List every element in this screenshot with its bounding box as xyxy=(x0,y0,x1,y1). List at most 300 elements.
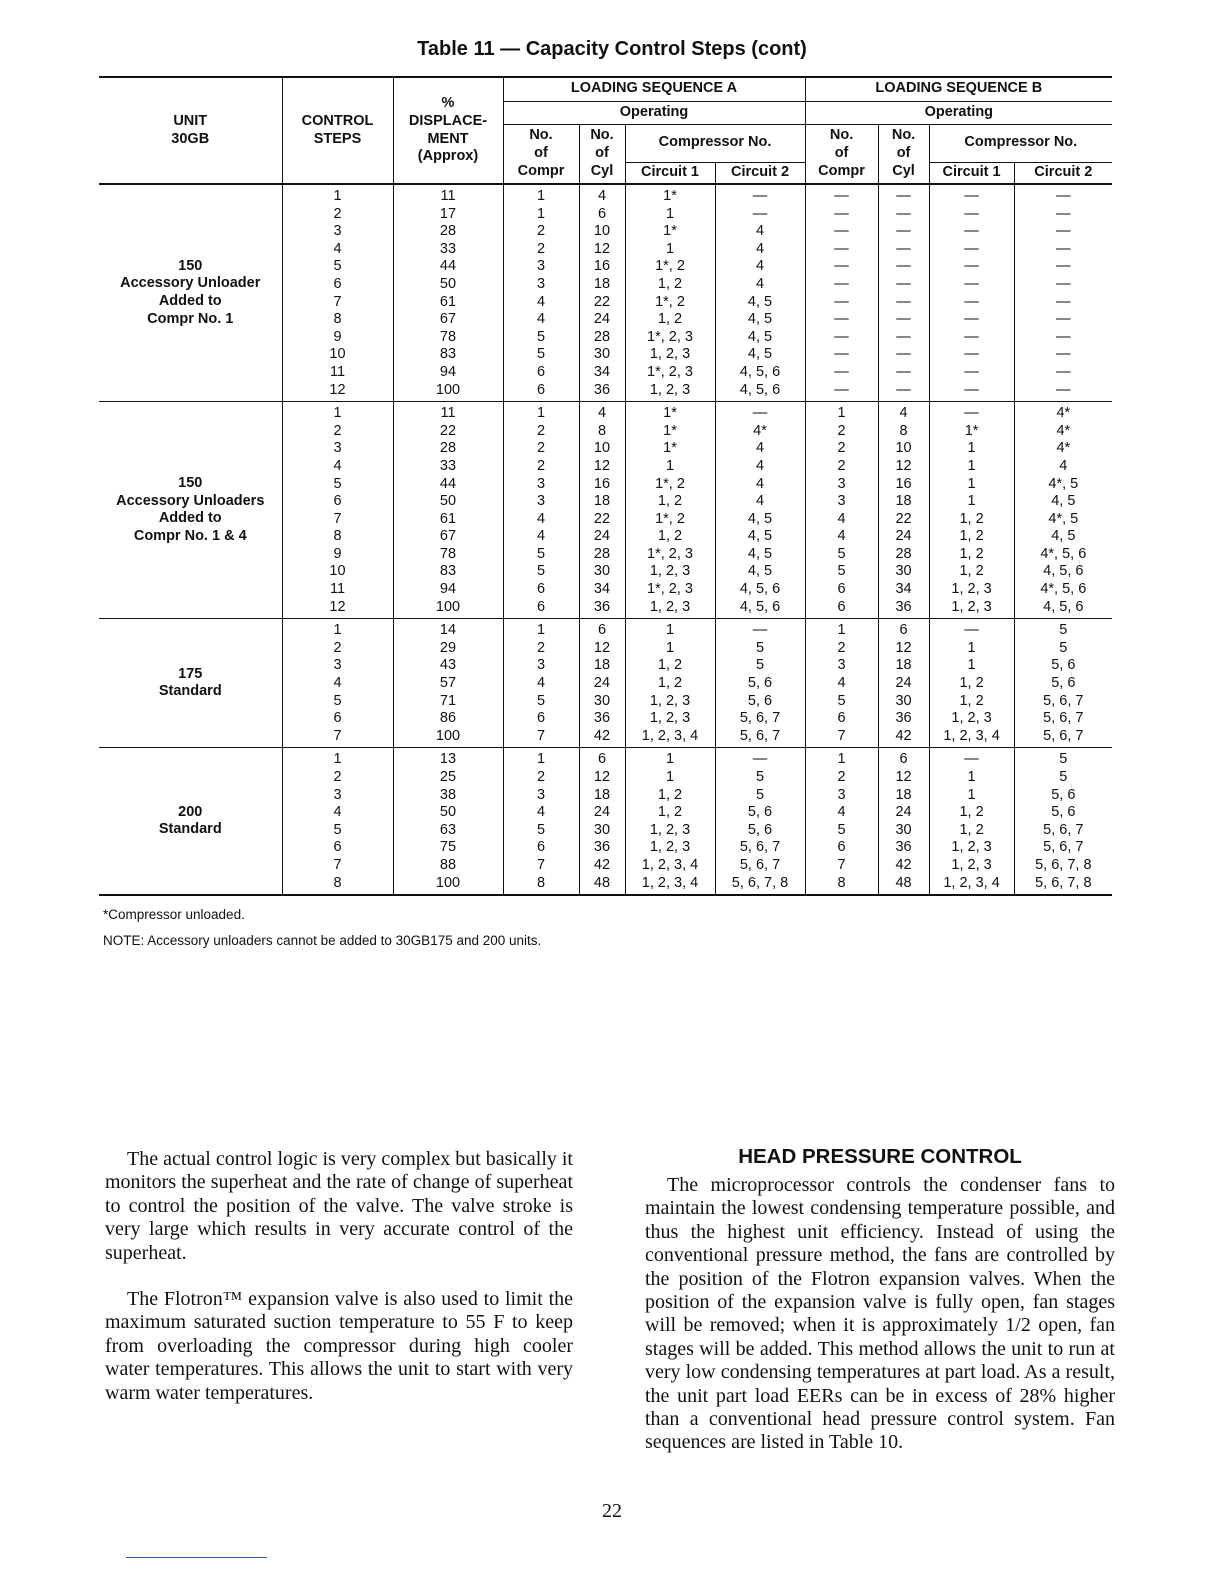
a-circuit-1: 1 xyxy=(625,241,715,259)
a-circuit-2: 4 xyxy=(715,440,805,458)
a-circuit-1: 1*, 2, 3 xyxy=(625,546,715,564)
b-no-cyl: 10 xyxy=(878,440,929,458)
a-no-compr: 5 xyxy=(503,563,579,581)
displacement: 63 xyxy=(393,822,503,840)
a-circuit-1: 1, 2 xyxy=(625,675,715,693)
a-circuit-1: 1, 2 xyxy=(625,787,715,805)
a-no-compr: 2 xyxy=(503,640,579,658)
a-no-compr: 4 xyxy=(503,511,579,529)
a-circuit-1: 1, 2 xyxy=(625,657,715,675)
control-step: 2 xyxy=(282,423,393,441)
b-circuit-2: — xyxy=(1014,329,1112,347)
b-no-cyl: 8 xyxy=(878,423,929,441)
b-no-cyl: — xyxy=(878,206,929,224)
a-no-cyl: 42 xyxy=(579,728,625,748)
a-circuit-2: — xyxy=(715,619,805,640)
a-no-cyl: 6 xyxy=(579,748,625,769)
a-no-cyl: 22 xyxy=(579,294,625,312)
a-no-compr: 3 xyxy=(503,787,579,805)
a-circuit-1: 1, 2, 3 xyxy=(625,563,715,581)
unit-cell xyxy=(99,184,282,402)
b-no-cyl: 30 xyxy=(878,822,929,840)
a-circuit-1: 1 xyxy=(625,619,715,640)
displacement: 100 xyxy=(393,728,503,748)
b-circuit-1: 1, 2, 3 xyxy=(929,599,1014,619)
a-no-compr: 3 xyxy=(503,476,579,494)
b-no-compr: — xyxy=(805,329,878,347)
control-step: 1 xyxy=(282,619,393,640)
a-circuit-2: 4 xyxy=(715,476,805,494)
a-no-cyl: 4 xyxy=(579,184,625,206)
displacement: 50 xyxy=(393,276,503,294)
a-circuit-1: 1, 2, 3 xyxy=(625,693,715,711)
a-circuit-1: 1, 2 xyxy=(625,311,715,329)
a-circuit-1: 1 xyxy=(625,748,715,769)
unit-label-line: Accessory Unloaders xyxy=(116,492,265,509)
a-circuit-2: 5, 6, 7, 8 xyxy=(715,875,805,896)
control-step: 8 xyxy=(282,875,393,896)
b-no-cyl: — xyxy=(878,184,929,206)
unit-label-line: 175 xyxy=(178,665,203,682)
unit-label-line: 200 xyxy=(178,803,203,820)
table-row xyxy=(99,748,1112,769)
b-circuit-2: 5, 6, 7, 8 xyxy=(1014,875,1112,896)
b-circuit-2: 4* xyxy=(1014,440,1112,458)
control-step: 7 xyxy=(282,511,393,529)
b-circuit-2: — xyxy=(1014,294,1112,312)
b-no-compr: 6 xyxy=(805,839,878,857)
b-no-cyl: — xyxy=(878,311,929,329)
a-no-cyl: 48 xyxy=(579,875,625,896)
b-no-compr: — xyxy=(805,294,878,312)
displacement: 61 xyxy=(393,294,503,312)
b-circuit-1: — xyxy=(929,364,1014,382)
a-no-compr: 4 xyxy=(503,528,579,546)
unit-label-line: Standard xyxy=(158,683,222,700)
header-b-compressor-no: Compressor No. xyxy=(929,124,1112,162)
a-circuit-1: 1* xyxy=(625,184,715,206)
a-circuit-1: 1 xyxy=(625,206,715,224)
b-no-cyl: — xyxy=(878,329,929,347)
b-circuit-2: — xyxy=(1014,276,1112,294)
displacement: 67 xyxy=(393,311,503,329)
displacement: 78 xyxy=(393,329,503,347)
control-step: 3 xyxy=(282,657,393,675)
b-no-compr: 1 xyxy=(805,748,878,769)
a-no-compr: 1 xyxy=(503,748,579,769)
control-step: 9 xyxy=(282,329,393,347)
control-step: 7 xyxy=(282,857,393,875)
displacement: 13 xyxy=(393,748,503,769)
header-a-no-cyl: No. of Cyl xyxy=(579,124,625,184)
a-circuit-2: — xyxy=(715,184,805,206)
a-circuit-2: 5 xyxy=(715,640,805,658)
a-no-cyl: 16 xyxy=(579,258,625,276)
a-circuit-1: 1*, 2 xyxy=(625,258,715,276)
a-circuit-2: 4, 5 xyxy=(715,311,805,329)
header-operating-a: Operating xyxy=(503,101,805,124)
displacement: 94 xyxy=(393,364,503,382)
a-no-compr: 4 xyxy=(503,675,579,693)
control-step: 1 xyxy=(282,402,393,423)
b-circuit-2: 5, 6 xyxy=(1014,787,1112,805)
a-circuit-1: 1, 2, 3 xyxy=(625,710,715,728)
displacement: 29 xyxy=(393,640,503,658)
a-no-compr: 4 xyxy=(503,294,579,312)
b-no-compr: 3 xyxy=(805,657,878,675)
a-no-compr: 2 xyxy=(503,458,579,476)
footnote: *Compressor unloaded. xyxy=(103,907,245,922)
b-circuit-1: 1, 2, 3, 4 xyxy=(929,728,1014,748)
control-step: 6 xyxy=(282,276,393,294)
unit-label-line: 150 xyxy=(178,257,203,274)
control-step: 4 xyxy=(282,241,393,259)
a-no-compr: 7 xyxy=(503,728,579,748)
a-circuit-2: 4 xyxy=(715,241,805,259)
b-no-compr: 2 xyxy=(805,423,878,441)
b-no-compr: 7 xyxy=(805,728,878,748)
a-no-cyl: 24 xyxy=(579,311,625,329)
control-step: 12 xyxy=(282,382,393,402)
b-no-compr: — xyxy=(805,311,878,329)
a-no-cyl: 30 xyxy=(579,563,625,581)
b-circuit-1: 1, 2, 3 xyxy=(929,839,1014,857)
a-no-cyl: 12 xyxy=(579,769,625,787)
displacement: 75 xyxy=(393,839,503,857)
b-circuit-2: — xyxy=(1014,241,1112,259)
table-row xyxy=(99,619,1112,640)
a-no-cyl: 36 xyxy=(579,599,625,619)
a-circuit-1: 1, 2, 3, 4 xyxy=(625,857,715,875)
paragraph-head-pressure: The microprocessor controls the condenser fans to maintain the lowest condensing temperature possible, and thus the highest unit efficiency. Instead of using the conventional pressure method, the fans are controlled by the position of the Flotron expansion valves. When the position of the expansion valve is fully open, fan stages will be removed; when it is approximately 1/2 open, fan stages will be added. This method allows the unit to run at very low condensing temperatures at part load. As a result, the unit part load EERs can be in excess of 28% higher than a conventional head pressure control system. Fan sequences are listed in Table 10. xyxy=(645,1174,1115,1454)
a-no-cyl: 30 xyxy=(579,346,625,364)
b-circuit-1: — xyxy=(929,184,1014,206)
a-no-cyl: 36 xyxy=(579,382,625,402)
control-step: 5 xyxy=(282,258,393,276)
unit-cell xyxy=(99,748,282,895)
b-no-compr: 4 xyxy=(805,528,878,546)
b-circuit-1: 1, 2, 3 xyxy=(929,857,1014,875)
header-a-compressor-no: Compressor No. xyxy=(625,124,805,162)
b-no-cyl: 30 xyxy=(878,693,929,711)
control-step: 2 xyxy=(282,640,393,658)
a-no-compr: 1 xyxy=(503,206,579,224)
displacement: 44 xyxy=(393,258,503,276)
control-step: 12 xyxy=(282,599,393,619)
a-circuit-2: 4, 5, 6 xyxy=(715,364,805,382)
a-no-compr: 4 xyxy=(503,311,579,329)
a-no-compr: 6 xyxy=(503,364,579,382)
a-circuit-2: 4, 5 xyxy=(715,528,805,546)
b-no-compr: — xyxy=(805,206,878,224)
a-no-compr: 1 xyxy=(503,402,579,423)
a-no-cyl: 30 xyxy=(579,693,625,711)
b-no-compr: 5 xyxy=(805,563,878,581)
control-step: 2 xyxy=(282,206,393,224)
b-no-compr: 4 xyxy=(805,511,878,529)
b-no-compr: 4 xyxy=(805,675,878,693)
b-no-compr: 1 xyxy=(805,402,878,423)
header-loading-sequence-b: LOADING SEQUENCE B xyxy=(805,77,1112,101)
a-circuit-2: 5, 6 xyxy=(715,693,805,711)
b-circuit-2: — xyxy=(1014,311,1112,329)
b-circuit-2: — xyxy=(1014,382,1112,402)
b-no-cyl: 42 xyxy=(878,857,929,875)
a-no-cyl: 18 xyxy=(579,493,625,511)
b-no-compr: 5 xyxy=(805,546,878,564)
a-no-compr: 5 xyxy=(503,693,579,711)
displacement: 25 xyxy=(393,769,503,787)
a-circuit-1: 1, 2 xyxy=(625,528,715,546)
b-circuit-2: 4, 5, 6 xyxy=(1014,563,1112,581)
displacement: 71 xyxy=(393,693,503,711)
b-circuit-1: — xyxy=(929,382,1014,402)
a-no-cyl: 24 xyxy=(579,528,625,546)
control-step: 2 xyxy=(282,769,393,787)
a-no-cyl: 22 xyxy=(579,511,625,529)
b-circuit-1: 1 xyxy=(929,640,1014,658)
b-no-compr: — xyxy=(805,276,878,294)
control-step: 4 xyxy=(282,675,393,693)
displacement: 88 xyxy=(393,857,503,875)
a-circuit-2: 4, 5 xyxy=(715,329,805,347)
displacement: 38 xyxy=(393,787,503,805)
a-circuit-1: 1*, 2, 3 xyxy=(625,581,715,599)
b-no-cyl: 42 xyxy=(878,728,929,748)
table-title: Table 11 — Capacity Control Steps (cont) xyxy=(417,38,807,60)
displacement: 83 xyxy=(393,346,503,364)
displacement: 57 xyxy=(393,675,503,693)
b-circuit-2: 5, 6, 7 xyxy=(1014,710,1112,728)
control-step: 10 xyxy=(282,346,393,364)
a-no-compr: 3 xyxy=(503,657,579,675)
displacement: 17 xyxy=(393,206,503,224)
unit-label-line: Accessory Unloader xyxy=(120,275,261,292)
b-circuit-2: 4*, 5, 6 xyxy=(1014,546,1112,564)
a-no-compr: 1 xyxy=(503,619,579,640)
header-loading-sequence-a: LOADING SEQUENCE A xyxy=(503,77,805,101)
header-operating-b: Operating xyxy=(805,101,1112,124)
a-no-compr: 6 xyxy=(503,710,579,728)
b-circuit-2: 4*, 5 xyxy=(1014,511,1112,529)
b-circuit-2: 5, 6, 7, 8 xyxy=(1014,857,1112,875)
b-circuit-2: 5 xyxy=(1014,640,1112,658)
b-circuit-1: 1, 2 xyxy=(929,675,1014,693)
a-no-cyl: 18 xyxy=(579,657,625,675)
a-no-compr: 3 xyxy=(503,276,579,294)
a-circuit-2: 5, 6, 7 xyxy=(715,857,805,875)
b-no-cyl: — xyxy=(878,294,929,312)
displacement: 100 xyxy=(393,599,503,619)
header-displacement: % DISPLACE- MENT (Approx) xyxy=(393,77,503,184)
b-no-compr: — xyxy=(805,364,878,382)
a-no-compr: 4 xyxy=(503,804,579,822)
displacement: 67 xyxy=(393,528,503,546)
b-circuit-2: — xyxy=(1014,258,1112,276)
header-unit: UNIT 30GB xyxy=(99,77,282,184)
displacement: 33 xyxy=(393,458,503,476)
a-circuit-2: 5, 6, 7 xyxy=(715,839,805,857)
control-step: 1 xyxy=(282,748,393,769)
b-circuit-2: 5, 6 xyxy=(1014,804,1112,822)
displacement: 94 xyxy=(393,581,503,599)
b-no-compr: 5 xyxy=(805,822,878,840)
unit-label-line: 150 xyxy=(178,475,203,491)
a-no-compr: 3 xyxy=(503,258,579,276)
control-step: 3 xyxy=(282,787,393,805)
paragraph-flotron: The Flotron™ expansion valve is also used to limit the maximum saturated suction temperature to 55 F to keep from overloading the compressor during high cooler water temperatures. This allows the unit to start with very warm water temperatures. xyxy=(105,1288,573,1404)
a-no-cyl: 24 xyxy=(579,675,625,693)
b-circuit-1: 1, 2, 3 xyxy=(929,581,1014,599)
displacement: 78 xyxy=(393,546,503,564)
b-no-cyl: 24 xyxy=(878,528,929,546)
a-circuit-1: 1, 2, 3, 4 xyxy=(625,728,715,748)
b-no-compr: — xyxy=(805,346,878,364)
a-no-cyl: 42 xyxy=(579,857,625,875)
b-circuit-2: 4*, 5, 6 xyxy=(1014,581,1112,599)
b-no-compr: 6 xyxy=(805,710,878,728)
b-no-compr: 6 xyxy=(805,599,878,619)
control-step: 4 xyxy=(282,804,393,822)
a-no-compr: 7 xyxy=(503,857,579,875)
control-step: 5 xyxy=(282,822,393,840)
displacement: 100 xyxy=(393,382,503,402)
a-no-cyl: 28 xyxy=(579,546,625,564)
b-no-compr: — xyxy=(805,382,878,402)
capacity-control-table xyxy=(99,76,1112,896)
a-circuit-2: 5 xyxy=(715,657,805,675)
control-step: 6 xyxy=(282,493,393,511)
a-circuit-1: 1 xyxy=(625,769,715,787)
displacement: 50 xyxy=(393,804,503,822)
b-no-cyl: — xyxy=(878,241,929,259)
displacement: 61 xyxy=(393,511,503,529)
unit-label-line: Added to xyxy=(158,293,222,310)
control-step: 6 xyxy=(282,839,393,857)
a-no-compr: 3 xyxy=(503,493,579,511)
a-circuit-1: 1*, 2 xyxy=(625,476,715,494)
b-no-cyl: 12 xyxy=(878,769,929,787)
a-no-compr: 5 xyxy=(503,329,579,347)
a-circuit-2: 5, 6, 7 xyxy=(715,710,805,728)
unit-cell xyxy=(99,402,282,619)
a-circuit-2: 4, 5, 6 xyxy=(715,382,805,402)
a-no-compr: 6 xyxy=(503,581,579,599)
a-no-cyl: 16 xyxy=(579,476,625,494)
table-row xyxy=(99,184,1112,206)
b-no-cyl: 12 xyxy=(878,640,929,658)
a-circuit-2: 4, 5 xyxy=(715,511,805,529)
header-a-circuit-2: Circuit 2 xyxy=(715,162,805,184)
a-circuit-2: 5, 6 xyxy=(715,804,805,822)
b-no-cyl: 22 xyxy=(878,511,929,529)
a-no-cyl: 30 xyxy=(579,822,625,840)
a-no-compr: 2 xyxy=(503,423,579,441)
b-circuit-1: — xyxy=(929,276,1014,294)
control-step: 4 xyxy=(282,458,393,476)
header-a-circuit-1: Circuit 1 xyxy=(625,162,715,184)
a-circuit-1: 1, 2, 3 xyxy=(625,382,715,402)
a-no-compr: 2 xyxy=(503,440,579,458)
b-circuit-1: 1, 2 xyxy=(929,822,1014,840)
b-no-compr: — xyxy=(805,258,878,276)
a-no-cyl: 18 xyxy=(579,787,625,805)
b-no-cyl: — xyxy=(878,364,929,382)
displacement: 11 xyxy=(393,402,503,423)
table-row xyxy=(99,402,1112,423)
unit-label-line: Compr No. 1 xyxy=(147,310,234,327)
control-step: 3 xyxy=(282,223,393,241)
a-circuit-1: 1, 2, 3 xyxy=(625,839,715,857)
b-circuit-1: 1 xyxy=(929,440,1014,458)
b-no-cyl: 36 xyxy=(878,839,929,857)
b-circuit-2: 4, 5, 6 xyxy=(1014,599,1112,619)
b-no-cyl: — xyxy=(878,276,929,294)
displacement: 83 xyxy=(393,563,503,581)
header-a-no-compr: No. of Compr xyxy=(503,124,579,184)
a-no-compr: 2 xyxy=(503,769,579,787)
b-circuit-1: — xyxy=(929,402,1014,423)
b-circuit-1: 1* xyxy=(929,423,1014,441)
b-circuit-2: — xyxy=(1014,223,1112,241)
displacement: 28 xyxy=(393,223,503,241)
b-circuit-1: 1 xyxy=(929,657,1014,675)
b-no-compr: 3 xyxy=(805,493,878,511)
a-no-cyl: 10 xyxy=(579,223,625,241)
a-circuit-1: 1* xyxy=(625,402,715,423)
displacement: 28 xyxy=(393,440,503,458)
b-circuit-1: — xyxy=(929,329,1014,347)
a-circuit-2: — xyxy=(715,402,805,423)
control-step: 7 xyxy=(282,728,393,748)
a-circuit-1: 1, 2, 3 xyxy=(625,599,715,619)
b-no-compr: 2 xyxy=(805,769,878,787)
a-no-compr: 8 xyxy=(503,875,579,896)
a-circuit-2: 4 xyxy=(715,258,805,276)
header-b-no-cyl: No. of Cyl xyxy=(878,124,929,184)
b-no-compr: 4 xyxy=(805,804,878,822)
b-circuit-1: 1, 2, 3, 4 xyxy=(929,875,1014,896)
b-no-compr: 6 xyxy=(805,581,878,599)
b-no-cyl: 6 xyxy=(878,748,929,769)
control-step: 5 xyxy=(282,693,393,711)
a-no-cyl: 36 xyxy=(579,710,625,728)
a-circuit-1: 1, 2, 3, 4 xyxy=(625,875,715,896)
b-circuit-1: 1 xyxy=(929,787,1014,805)
b-circuit-2: 5, 6, 7 xyxy=(1014,839,1112,857)
b-circuit-1: — xyxy=(929,294,1014,312)
a-no-cyl: 18 xyxy=(579,276,625,294)
b-circuit-2: 5 xyxy=(1014,748,1112,769)
a-circuit-1: 1* xyxy=(625,440,715,458)
a-no-cyl: 24 xyxy=(579,804,625,822)
displacement: 43 xyxy=(393,657,503,675)
a-circuit-2: 4, 5 xyxy=(715,563,805,581)
b-no-compr: 3 xyxy=(805,476,878,494)
a-circuit-2: 4 xyxy=(715,493,805,511)
a-circuit-2: — xyxy=(715,748,805,769)
displacement: 100 xyxy=(393,875,503,896)
a-circuit-2: 5 xyxy=(715,769,805,787)
b-no-compr: — xyxy=(805,184,878,206)
unit-label-line: Standard xyxy=(158,821,222,838)
displacement: 14 xyxy=(393,619,503,640)
a-circuit-2: 5, 6 xyxy=(715,822,805,840)
a-circuit-2: 4, 5, 6 xyxy=(715,581,805,599)
b-no-compr: — xyxy=(805,241,878,259)
b-circuit-1: 1 xyxy=(929,493,1014,511)
b-circuit-1: 1 xyxy=(929,769,1014,787)
